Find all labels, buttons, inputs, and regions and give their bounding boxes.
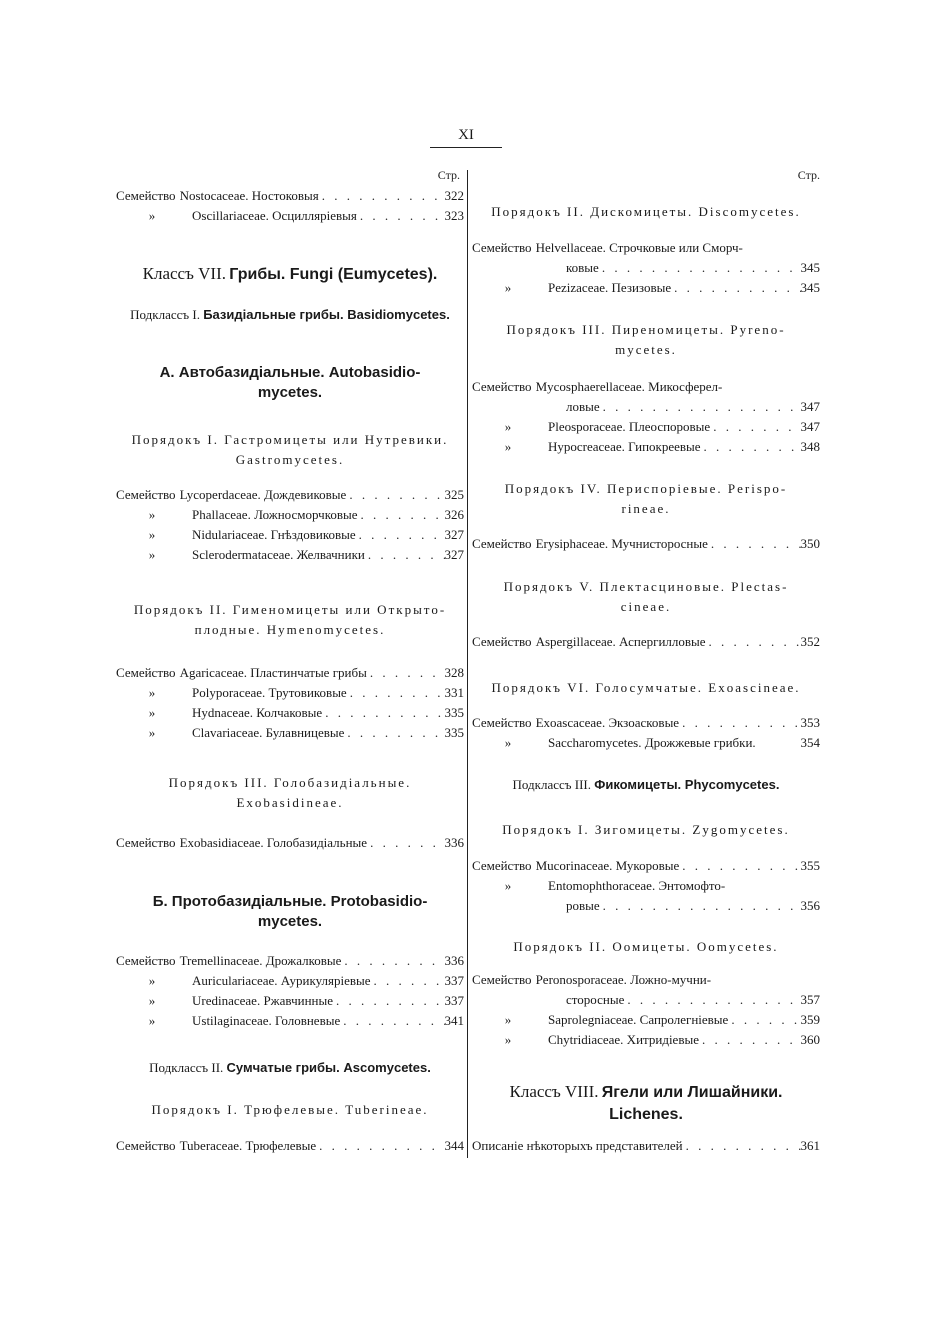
entry-hydnaceae: » Hydnaceae. Колчаковые . . . 335 (116, 704, 464, 722)
entry-uredinaceae: » Uredinaceae. Ржавчинные . . . 337 (116, 992, 464, 1010)
entry-nostocaceae: Семейство Nostocaceae. Ностоковыя . . . 322 (116, 187, 464, 205)
entry-exoascaceae: Семейство Exoascaceae. Экзоасковые . . . 353 (472, 714, 820, 732)
entry-aspergillaceae: Семейство Aspergillaceae. Аспергилловые . . . 352 (472, 633, 820, 651)
entry-sclerodermataceae: » Sclerodermataceae. Желвачники . . . 327 (116, 546, 464, 564)
entry-peronosporaceae-cont: сторосные . . . 357 (472, 991, 820, 1009)
order-heading-pyrenomycetes: Порядокъ III. Пиреномицеты. Pyreno- mycetes. (506, 322, 786, 357)
entry-mycosphaerellaceae-cont: ловые . . . 347 (472, 398, 820, 416)
section-heading-a: А. Автобазидiальные. Autobasidio- mycetes. (159, 364, 421, 401)
class-heading-vii: Классъ VII. Грибы. Fungi (Eumycetes). (142, 264, 438, 283)
entry-pezizaceae: » Pezizaceae. Пезизовые . . . 345 (472, 279, 820, 297)
entry-polyporaceae: » Polyporaceae. Трутовиковые . . . 331 (116, 684, 464, 702)
entry-helvellaceae-cont: ковые . . . 345 (472, 259, 820, 277)
entry-ustilaginaceae: » Ustilaginaceae. Головневые . . . 341 (116, 1012, 464, 1030)
entry-saprolegniaceae: » Saprolegniaceae. Сапролегнiевые . . . 359 (472, 1011, 820, 1029)
section-heading-b: Б. Протобазидiальные. Protobasidio- mycetes. (152, 893, 428, 930)
entry-oscillariaceae: » Oscillariaceae. Осциллярiевыя . . . 323 (116, 207, 464, 225)
order-heading-zygomycetes: Порядокъ I. Зигомицеты. Zygomycetes. (502, 822, 790, 837)
entry-description: Описанiе нѣкоторыхъ представителей . . . 361 (472, 1137, 820, 1155)
order-heading-exobasidineae: Порядокъ III. Голобазидiальные. Exobasidineae. (168, 775, 412, 810)
order-heading-perisporineae: Порядокъ IV. Периспорiевые. Perispo- rineae. (504, 481, 788, 516)
order-heading-exoascineae: Порядокъ VI. Голосумчатые. Exoascineae. (491, 680, 801, 695)
entry-mucorinaceae: Семейство Mucorinaceae. Мукоровые . . . 355 (472, 857, 820, 875)
order-heading-oomycetes: Порядокъ II. Оомицеты. Oomycetes. (513, 939, 779, 954)
entry-exobasidiaceae: Семейство Exobasidiaceae. Голобазидiальные . . . 336 (116, 834, 464, 852)
class-heading-viii: Классъ VIII. Ягели или Лишайники. Lichenes. (509, 1082, 783, 1123)
page-column-header-right: Стр. (797, 168, 820, 182)
order-heading-discomycetes: Порядокъ II. Дискомицеты. Discomycetes. (491, 204, 801, 219)
page-column-header: Стр. (437, 168, 460, 182)
subclass-heading-i: Подклассъ I. Базидiальные грибы. Basidiomycetes. (130, 307, 450, 322)
subclass-heading-iii: Подклассъ III. Фикомицеты. Phycomycetes. (512, 777, 780, 792)
entry-entomophthoraceae: » Entomophthoraceae. Энтомофто- (504, 878, 726, 893)
entry-pleosporaceae: » Pleosporaceae. Плеоспоровые . . . 347 (472, 418, 820, 436)
order-heading-tuberineae: Порядокъ I. Трюфелевые. Tuberineae. (151, 1102, 429, 1117)
entry-mycosphaerellaceae: Семейство Mycosphaerellaceae. Микосферел- (472, 379, 723, 394)
entry-entomophthoraceae-cont: ровые . . . 356 (472, 897, 820, 915)
entry-nidulariaceae: » Nidulariaceae. Гнѣздовиковые . . . 327 (116, 526, 464, 544)
entry-phallaceae: » Phallaceae. Ложносморчковые . . . 326 (116, 506, 464, 524)
entry-hypocreaceae: » Hypocreaceae. Гипокреевые . . . 348 (472, 438, 820, 456)
page-number: XI (430, 127, 502, 148)
entry-tuberaceae: Семейство Tuberaceae. Трюфелевые . . . 344 (116, 1137, 464, 1155)
entry-auriculariaceae: » Auriculariaceae. Аурикулярiевые . . . 337 (116, 972, 464, 990)
entry-erysiphaceae: Семейство Erysiphaceae. Мучнисторосные . . . 350 (472, 535, 820, 553)
entry-agaricaceae: Семейство Agaricaceae. Пластинчатые грибы . . . 328 (116, 664, 464, 682)
entry-helvellaceae: Семейство Helvellaceae. Строчковые или Сморч- (472, 240, 743, 255)
entry-peronosporaceae: Семейство Peronosporaceae. Ложно-мучни- (472, 972, 712, 987)
column-divider (467, 170, 468, 1158)
entry-saccharomycetes: » Saccharomycetes. Дрожжевые грибки. 354 (504, 735, 820, 750)
order-heading-gastromycetes: Порядокъ I. Гастромицеты или Нутревики. Gastromycetes. (131, 432, 449, 467)
entry-lycoperdaceae: Семейство Lycoperdaceae. Дождевиковые . . . 325 (116, 486, 464, 504)
entry-chytridiaceae: » Chytridiaceae. Хитридiевые . . . 360 (472, 1031, 820, 1049)
order-heading-hymenomycetes: Порядокъ II. Гименомицеты или Открыто- плодные. Hymenomycetes. (133, 602, 447, 637)
entry-clavariaceae: » Clavariaceae. Булавницевые . . . 335 (116, 724, 464, 742)
entry-tremellinaceae: Семейство Tremellinaceae. Дрожалковые . . . 336 (116, 952, 464, 970)
subclass-heading-ii: Подклассъ II. Сумчатые грибы. Ascomycetes. (149, 1060, 431, 1075)
order-heading-plectascineae: Порядокъ V. Плектасциновые. Plectas- cineae. (503, 579, 789, 614)
